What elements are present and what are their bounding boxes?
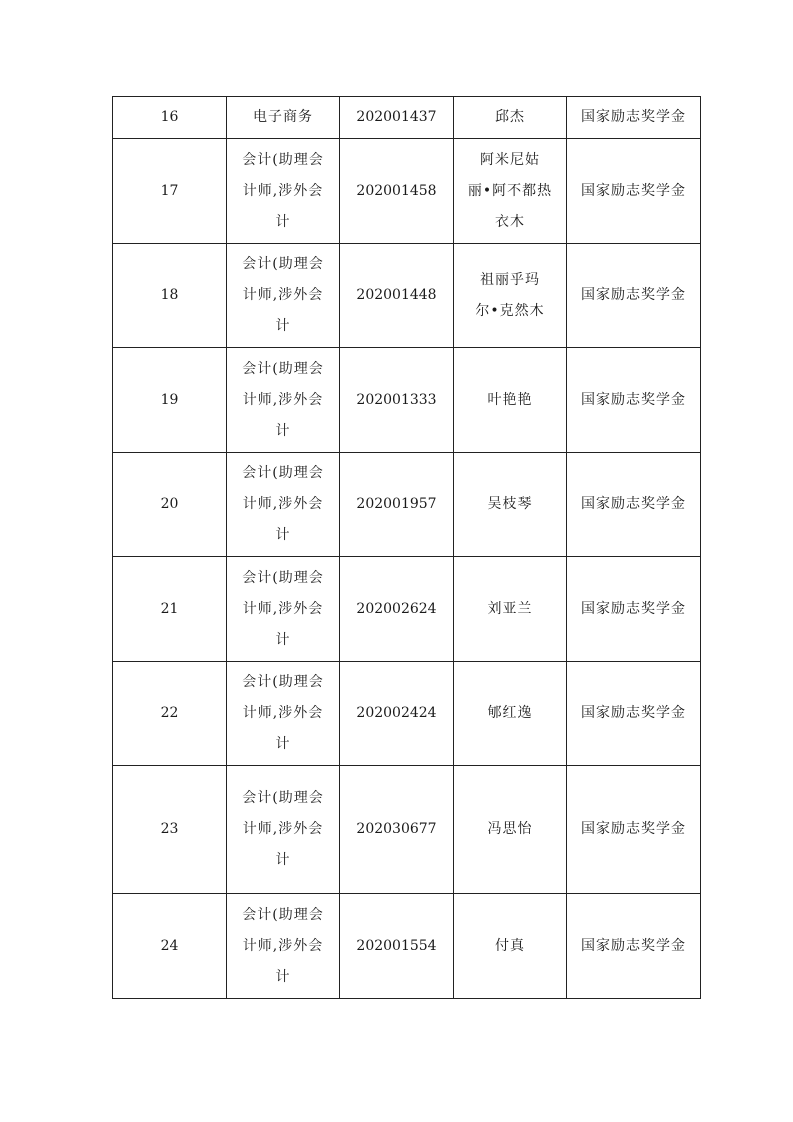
name-cell: 刘亚兰 [454, 557, 567, 662]
award-cell: 国家励志奖学金 [567, 894, 701, 999]
name-cell: 阿米尼姑 丽•阿不都热 衣木 [454, 139, 567, 244]
student-id-cell: 202001437 [340, 97, 454, 139]
table-row [113, 766, 701, 894]
scholarship-table [112, 96, 701, 999]
award-cell: 国家励志奖学金 [567, 244, 701, 348]
student-id-cell: 202001957 [340, 453, 454, 557]
major-cell: 电子商务 [227, 97, 340, 139]
major-cell: 会计(助理会 计师,涉外会 计 [227, 348, 340, 453]
table-row [113, 97, 701, 139]
award-cell: 国家励志奖学金 [567, 139, 701, 244]
award-cell: 国家励志奖学金 [567, 348, 701, 453]
student-id-cell: 202001333 [340, 348, 454, 453]
major-cell: 会计(助理会 计师,涉外会 计 [227, 557, 340, 662]
award-cell: 国家励志奖学金 [567, 453, 701, 557]
award-cell: 国家励志奖学金 [567, 766, 701, 894]
name-cell: 郇红逸 [454, 662, 567, 766]
award-cell: 国家励志奖学金 [567, 557, 701, 662]
major-cell: 会计(助理会 计师,涉外会 计 [227, 244, 340, 348]
row-number: 19 [113, 348, 227, 453]
student-id-cell: 202001448 [340, 244, 454, 348]
major-cell: 会计(助理会 计师,涉外会 计 [227, 766, 340, 894]
table-row [113, 894, 701, 999]
row-number: 17 [113, 139, 227, 244]
row-number: 21 [113, 557, 227, 662]
award-cell: 国家励志奖学金 [567, 97, 701, 139]
student-id-cell: 202002624 [340, 557, 454, 662]
row-number: 20 [113, 453, 227, 557]
table-row [113, 244, 701, 348]
table-row [113, 453, 701, 557]
student-id-cell: 202002424 [340, 662, 454, 766]
row-number: 22 [113, 662, 227, 766]
major-cell: 会计(助理会 计师,涉外会 计 [227, 894, 340, 999]
student-id-cell: 202030677 [340, 766, 454, 894]
table-row [113, 662, 701, 766]
table-row [113, 348, 701, 453]
row-number: 16 [113, 97, 227, 139]
name-cell: 吴枝琴 [454, 453, 567, 557]
major-cell: 会计(助理会 计师,涉外会 计 [227, 139, 340, 244]
student-id-cell: 202001458 [340, 139, 454, 244]
name-cell: 祖丽乎玛 尔•克然木 [454, 244, 567, 348]
major-cell: 会计(助理会 计师,涉外会 计 [227, 662, 340, 766]
name-cell: 冯思怡 [454, 766, 567, 894]
student-id-cell: 202001554 [340, 894, 454, 999]
name-cell: 付真 [454, 894, 567, 999]
row-number: 18 [113, 244, 227, 348]
row-number: 24 [113, 894, 227, 999]
table-row [113, 557, 701, 662]
award-cell: 国家励志奖学金 [567, 662, 701, 766]
row-number: 23 [113, 766, 227, 894]
table-row [113, 139, 701, 244]
name-cell: 邱杰 [454, 97, 567, 139]
major-cell: 会计(助理会 计师,涉外会 计 [227, 453, 340, 557]
name-cell: 叶艳艳 [454, 348, 567, 453]
